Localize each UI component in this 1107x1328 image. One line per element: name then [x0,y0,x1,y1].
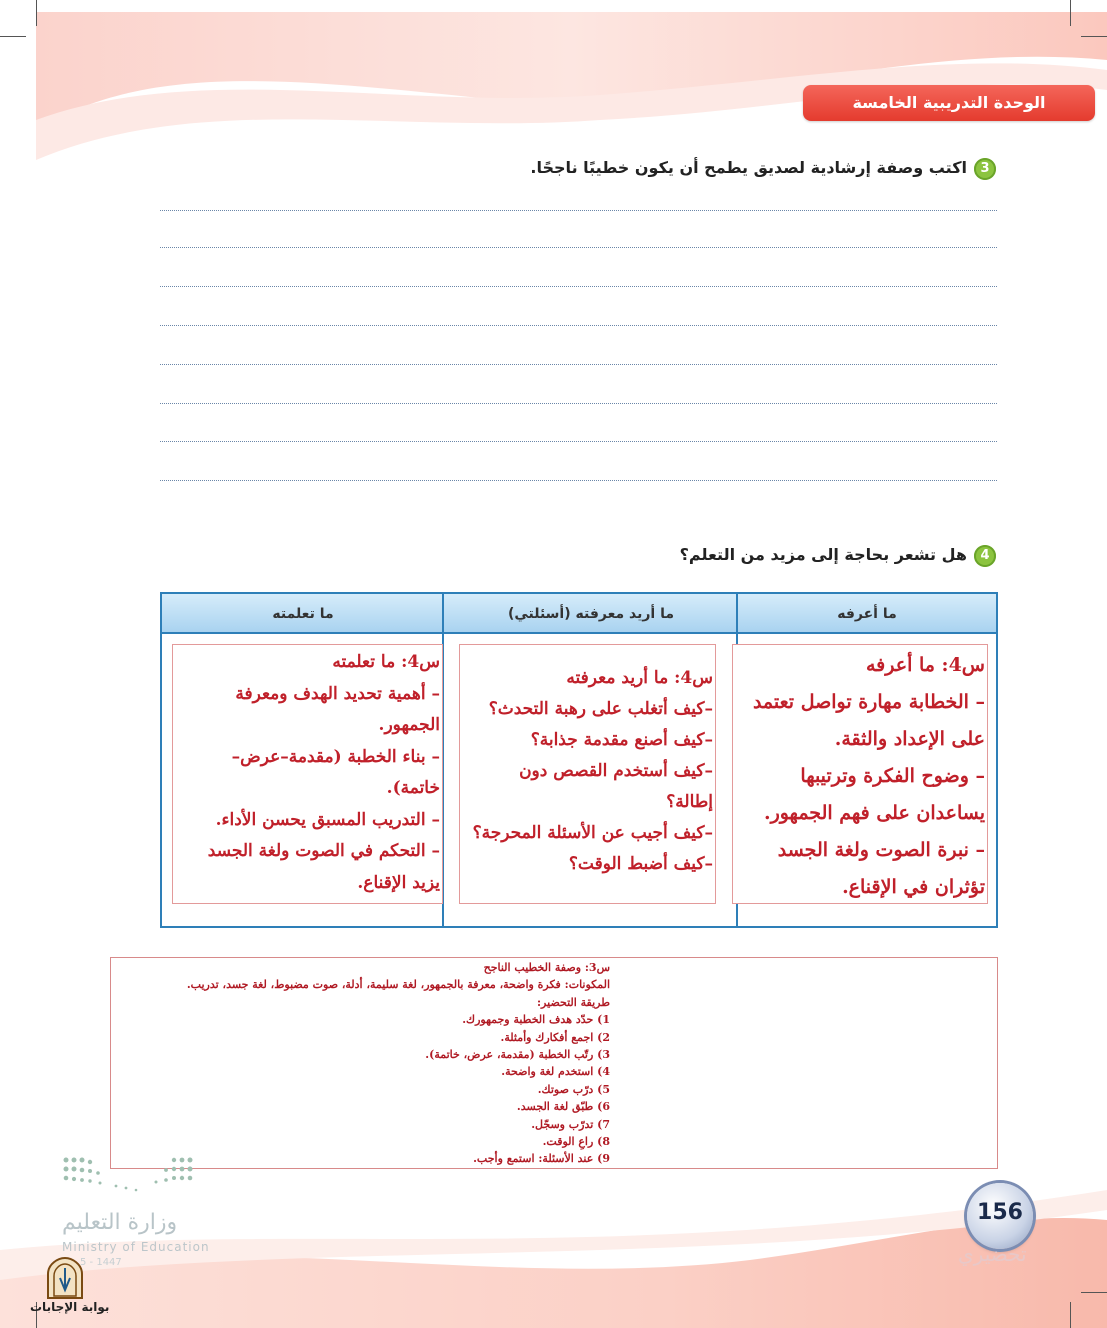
recipe-answer-text [187,959,610,1168]
recipe-line: طريقة التحضير: [537,995,610,1009]
crop-mark [1070,0,1071,26]
crop-mark [1081,1292,1107,1293]
question-4-text: هل تشعر بحاجة إلى مزيد من التعلم؟ [679,545,967,564]
answer-line: يزيد الإقناع. [357,872,440,893]
answer-line: خاتمة). [386,778,440,798]
portal-name: بوابة الإجابات [30,1300,110,1314]
answer-line [160,286,997,287]
answer-line: –كيف أضبط الوقت؟ [568,854,713,874]
answer-line: إطالة؟ [666,792,713,812]
edition-year: 5 - 1447 [80,1257,122,1268]
recipe-line: 5) درّب صوتك. [537,1082,610,1096]
column-header-want: ما أريد معرفته (أسئلتي) [444,594,738,634]
recipe-line: 7) تدرّب وسجّل. [531,1117,610,1131]
answer-line: الجمهور. [378,715,440,735]
ministry-logo-dots-icon [60,1152,200,1202]
recipe-line: المكونات: فكرة واضحة، معرفة بالجمهور، لغة سليمة، أدلة، صوت مضبوط، لغة جسد، تدريب. [186,978,610,992]
recipe-line: 6) طبّق لغة الجسد. [516,1100,610,1114]
answer-line: – أهمية تحديد الهدف ومعرفة [235,683,440,704]
answer-box-learned [172,644,443,904]
answer-line: –كيف أصنع مقدمة جذابة؟ [530,730,713,750]
answer-line [160,403,997,404]
question-3-text: اكتب وصفة إرشادية لصديق يطمح أن يكون خطيبًا ناجحًا. [530,158,967,177]
crop-mark [0,36,26,37]
answer-line: –كيف أستخدم القصص دون [519,761,713,781]
crop-mark [1081,36,1107,37]
recipe-line: س3: وصفة الخطيب الناجح [483,961,610,974]
question-4-badge: 4 [974,545,996,567]
answer-line: – التحكم في الصوت ولغة الجسد [207,841,440,861]
recipe-line: 3) رتّب الخطبة (مقدمة، عرض، خاتمة). [425,1048,610,1062]
answer-line: تؤثران في الإقناع. [842,876,985,898]
recipe-line: 1) حدّد هدف الخطبة وجمهورك. [462,1013,610,1027]
answer-line: على الإعداد والثقة. [834,728,985,750]
answer-line: –كيف أجيب عن الأسئلة المحرجة؟ [472,823,713,843]
page-number: 156 [977,1200,1023,1225]
answer-line: – الخطابة مهارة تواصل تعتمد [752,691,985,713]
recipe-line: 9) عند الأسئلة: استمع وأجب. [473,1152,610,1166]
answer-line: س4: ما أعرفه [865,654,985,676]
unit-title-banner: الوحدة التدريبية الخامسة [803,85,1095,121]
answer-line: – نبرة الصوت ولغة الجسد [777,839,985,861]
answer-line: – بناء الخطبة (مقدمة–عرض– [231,746,440,767]
question-3-badge: 3 [974,158,996,180]
recipe-line: 2) اجمع أفكارك وأمثلة. [500,1030,610,1044]
crop-mark [36,0,37,26]
recipe-line: 4) استخدم لغة واضحة. [501,1065,610,1079]
answer-line: س4: ما تعلمته [332,652,440,672]
answer-line [160,364,997,365]
portal-logo-icon [44,1256,86,1300]
brand-watermark: تحضيري [958,1242,1027,1266]
ministry-name-english: Ministry of Education [62,1240,210,1254]
column-header-know: ما أعرفه [738,594,996,634]
answer-line [160,441,997,442]
answer-line: – وضوح الفكرة وترتيبها [800,765,985,787]
answer-box-want [459,644,716,904]
answer-box-know [732,644,988,904]
answer-line [160,210,997,211]
answer-line: –كيف أتغلب على رهبة التحدث؟ [488,699,713,719]
column-header-learned: ما تعلمته [162,594,444,634]
answer-line [160,325,997,326]
crop-mark [1070,1302,1071,1328]
ministry-name: وزارة التعليم [62,1210,178,1235]
header-decoration [0,0,1107,260]
answer-line: – التدريب المسبق يحسن الأداء. [215,809,440,830]
answer-line [160,247,997,248]
recipe-line: 8) راعِ الوقت. [542,1135,610,1149]
answer-line: يساعدان على فهم الجمهور. [763,802,985,824]
answer-line [160,480,997,481]
answer-line: س4: ما أريد معرفته [566,668,713,688]
